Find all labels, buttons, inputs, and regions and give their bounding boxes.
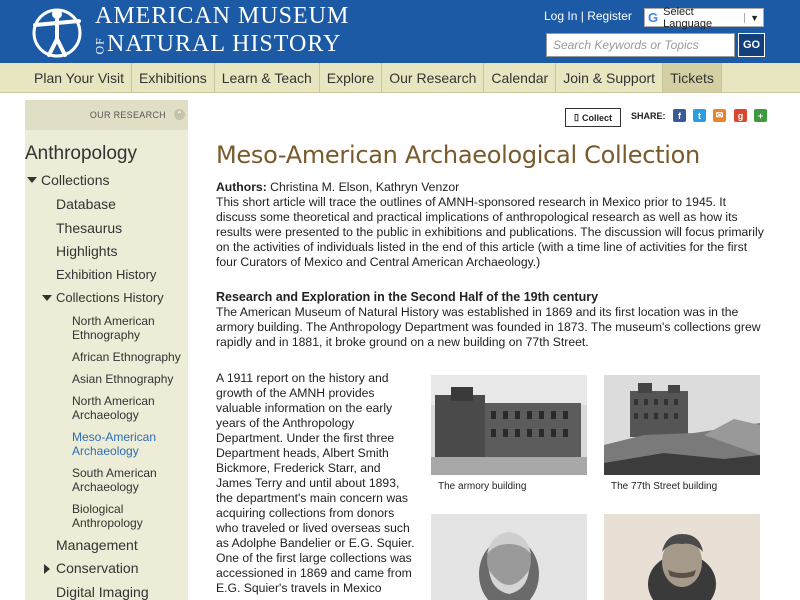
portrait-photo	[431, 514, 587, 600]
collapse-up-icon[interactable]: ⌃	[174, 109, 185, 120]
armory-building-figure[interactable]	[431, 375, 587, 495]
sidebar-item-biological-anthropology[interactable]: Biological Anthropology	[72, 502, 143, 530]
sidebar-item-database[interactable]: Database	[56, 196, 116, 212]
expand-collections-icon[interactable]	[27, 177, 37, 183]
logo-wordmark-line1[interactable]: AMERICAN MUSEUM	[95, 3, 350, 29]
sidebar-item-highlights[interactable]: Highlights	[56, 243, 118, 259]
sidebar-item-digital-imaging[interactable]: Digital Imaging	[56, 584, 149, 600]
sidebar-item-collections-history[interactable]: Collections History	[56, 290, 164, 305]
intro-paragraph	[216, 180, 766, 270]
sidebar-item-african-ethnography[interactable]: African Ethnography	[72, 350, 181, 364]
sidebar-header-label: OUR RESEARCH	[89, 110, 166, 120]
sidebar-item-meso-american-archaeology[interactable]: Meso-American Archaeology	[72, 430, 157, 458]
77th-street-building-photo	[604, 375, 760, 475]
authors-names: Christina M. Elson, Kathryn Venzor	[270, 180, 460, 194]
collect-button[interactable]	[565, 108, 621, 127]
sidebar-item-exhibition-history[interactable]: Exhibition History	[56, 267, 157, 282]
collect-label: Collect	[581, 112, 612, 123]
sidebar-item-south-american-archaeology[interactable]: South American Archaeology	[72, 466, 157, 494]
bookmark-icon: ▯	[574, 112, 579, 122]
figure-caption: The armory building	[438, 481, 527, 492]
logo-of: OF	[92, 37, 107, 55]
sidebar-item-north-american-archaeology[interactable]: North American Archaeology	[72, 394, 155, 422]
expand-collections-history-icon[interactable]	[42, 295, 52, 301]
search-input[interactable]	[546, 33, 735, 57]
search-go-button[interactable]: GO	[738, 33, 765, 57]
bookmark-share-icon[interactable]: +	[754, 109, 767, 122]
figure-caption: The 77th Street building	[611, 481, 718, 492]
google-plus-icon[interactable]: g	[734, 109, 747, 122]
share-label: SHARE:	[631, 111, 666, 121]
nav-our-research[interactable]: Our Research	[382, 63, 484, 92]
authors-label: Authors:	[216, 180, 267, 194]
armory-building-photo	[431, 375, 587, 475]
logo-wordmark-line2[interactable]	[93, 31, 341, 58]
nav-tickets[interactable]: Tickets	[663, 63, 722, 92]
77th-street-building-figure[interactable]	[604, 375, 760, 495]
sidebar-item-conservation[interactable]: Conservation	[56, 560, 139, 576]
sidebar-section-anthropology[interactable]: Anthropology	[25, 143, 137, 164]
register-link[interactable]: Register	[587, 9, 632, 23]
account-separator: |	[580, 9, 584, 23]
nav-exhibitions[interactable]: Exhibitions	[132, 63, 215, 92]
nav-explore[interactable]: Explore	[320, 63, 382, 92]
google-icon: G	[648, 10, 659, 25]
language-select-label: Select Language	[663, 5, 713, 30]
email-icon[interactable]: ✉	[713, 109, 726, 122]
main-nav	[0, 63, 800, 93]
language-select[interactable]	[644, 5, 764, 30]
facebook-icon[interactable]: f	[673, 109, 686, 122]
login-link[interactable]: Log In	[544, 9, 578, 23]
expand-conservation-icon[interactable]	[44, 564, 50, 574]
nav-learn-teach[interactable]: Learn & Teach	[215, 63, 320, 92]
nav-plan-your-visit[interactable]: Plan Your Visit	[27, 63, 132, 92]
sidebar-item-management[interactable]: Management	[56, 537, 138, 553]
account-links	[544, 9, 632, 23]
site-header	[0, 0, 800, 63]
section-heading: Research and Exploration in the Second Half of the 19th century	[216, 290, 599, 304]
sidebar-item-asian-ethnography[interactable]: Asian Ethnography	[72, 372, 174, 386]
sidebar	[25, 100, 188, 600]
nav-calendar[interactable]: Calendar	[484, 63, 556, 92]
sidebar-item-north-american-ethnography[interactable]: North American Ethnography	[72, 314, 155, 342]
history-paragraph: The American Museum of Natural History was established in 1869 and its first location was in the armory building. The Anthropology Department was founded in 1873. The museum's collections grew rapidly and in 1881, it broke ground on a new building on 77th Street.	[216, 305, 761, 349]
portrait-photo	[604, 514, 760, 600]
sidebar-item-collections[interactable]: Collections	[41, 172, 110, 188]
twitter-icon[interactable]: t	[693, 109, 706, 122]
intro-text: This short article will trace the outlines of AMNH-sponsored research in Mexico prior to 1945. It discuss some theoretical and practical implications of anthropological research as well as how its results were presented to the public in exhibitions and publications. The discussion will focus primarily on the activities of individuals listed in the end of this article (with a time line of activities for the first four Curators of Mexico and Central American Archaeology.)	[216, 195, 764, 269]
dropdown-arrow-icon: ▼	[744, 13, 759, 23]
logo-wordmark-text: NATURAL HISTORY	[107, 31, 342, 57]
sidebar-item-thesaurus[interactable]: Thesaurus	[56, 220, 123, 236]
page-title: Meso-American Archaeological Collection	[216, 141, 700, 169]
portrait-figure[interactable]	[604, 514, 760, 600]
report-paragraph: A 1911 report on the history and growth of the AMNH provides valuable information on the early years of the Anthropology Department. Under the first three Department heads, Albert Smith Bickmore, Frederick Starr, and James Terry and until about 1893, the department's main concern was acquiring collections from donors who traveled or lived overseas such as Adolphe Bandelier or E.G. Squier. One of the first large collections was accessioned in 1869 and came from E.G. Squier's travels in Mexico	[216, 371, 415, 595]
nav-join-support[interactable]: Join & Support	[556, 63, 663, 92]
sidebar-header[interactable]	[25, 100, 188, 130]
museum-logo-icon[interactable]	[29, 3, 85, 59]
portrait-figure[interactable]	[431, 514, 587, 600]
